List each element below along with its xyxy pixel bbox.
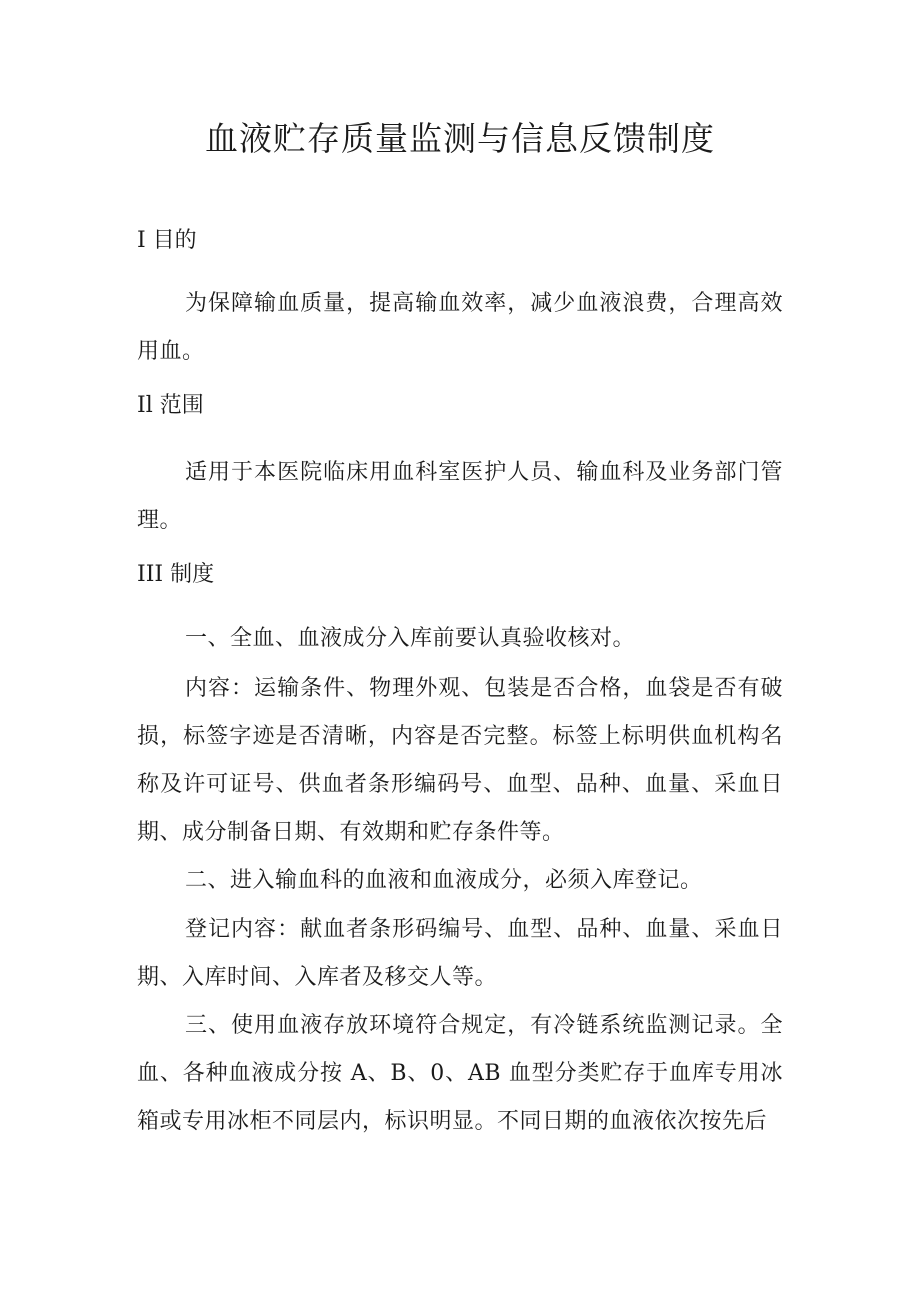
section-heading-purpose: I 目的	[137, 228, 197, 253]
paragraph-scope: 适用于本医院临床用血科室医护人员、输血科及业务部门管理。	[137, 460, 783, 533]
paragraph-purpose: 为保障输血质量，提高输血效率，减少血液浪费，合理高效用血。	[137, 291, 783, 364]
paragraph-policy-1: 一、全血、血液成分入库前要认真验收核对。	[185, 626, 636, 651]
document-title: 血液贮存质量监测与信息反馈制度	[205, 119, 715, 158]
section-heading-scope: Il 范围	[137, 393, 204, 418]
paragraph-policy-2-content: 登记内容：献血者条形码编号、血型、品种、血量、采血日期、入库时间、入库者及移交人等。	[137, 917, 783, 990]
section-heading-policy: III 制度	[137, 562, 215, 587]
paragraph-policy-2: 二、进入输血科的血液和血液成分，必须入库登记。	[185, 868, 703, 893]
paragraph-policy-1-content: 内容：运输条件、物理外观、包装是否合格，血袋是否有破损，标签字迹是否清晰，内容是否完整。标签上标明供血机构名称及许可证号、供血者条形编码号、血型、品种、血量、采血日期、成分制备日期、有效期和贮存条件等。	[137, 676, 783, 845]
paragraph-policy-3: 三、使用血液存放环境符合规定，有冷链系统监测记录。全血、各种血液成分按 A、B、0、AB 血型分类贮存于血库专用冰箱或专用冰柜不同层内，标识明显。不同日期的血液依次按先后	[137, 1013, 783, 1134]
